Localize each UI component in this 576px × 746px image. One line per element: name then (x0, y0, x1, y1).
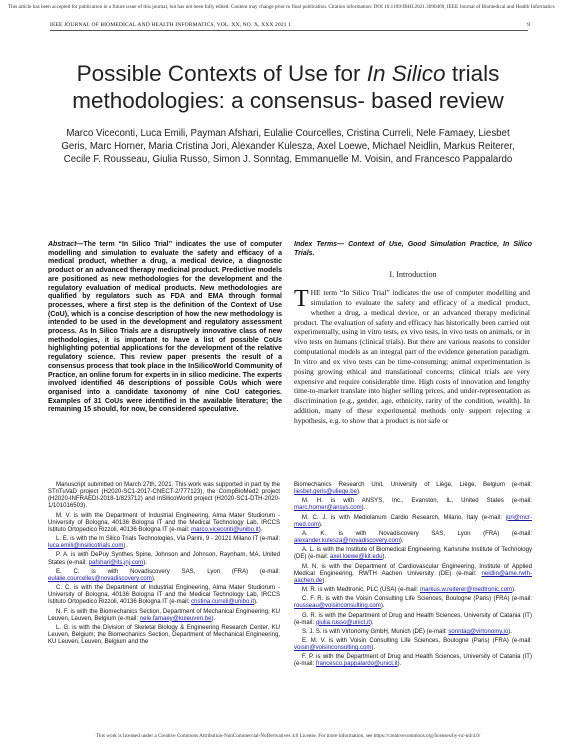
email-link[interactable]: neidlin@ame.rwth-aachen.de (294, 570, 532, 584)
email-link[interactable]: pafshari@its.jnj.com (88, 559, 144, 566)
running-header (50, 22, 530, 28)
abstract (48, 241, 282, 415)
introduction-text (294, 288, 530, 426)
email-link[interactable]: nele.famaey@kuleuven.be (139, 615, 212, 622)
footnote: M. H. is with ANSYS, Inc., Evanston, IL, United States (e-mail: marc.horner@ansys.com). (294, 498, 532, 512)
email-link[interactable]: francesco.pappalardo@unict.it (315, 661, 398, 668)
email-link[interactable]: voisin@voisinconsulting.com (294, 645, 372, 652)
email-link[interactable]: marc.horner@ansys.com (294, 505, 362, 512)
email-link[interactable]: jori@mcr-med.com (294, 514, 532, 528)
email-link[interactable]: markus.w.reiterer@medtronic.com (419, 587, 513, 594)
footnote: Manuscript submitted on March 27th, 2021. This work was supported in part by the STriTuVaD project (H2020-SC1-2017-CNECT-2/777123), the CompBioMed2 project (H2020-INFRAEDI-2018-1/823712) and InSilicoWorld project (H2020-SC1-DTH-2020-1/101016503). (48, 482, 280, 510)
email-link[interactable]: cristina.curreli@unibo.it (191, 599, 255, 606)
footnote: P. A. is with DePuy Synthes Spine, Johnson and Johnson, Raynham, MA, United States (e-mail: pafshari@its.jnj.com). (48, 552, 280, 566)
abstract-text: —The term “In Silico Trial” indicates the use of computer modelling and simulation to evaluate the safety and efficacy of a medical product, whether a drug, a medical device, a diagnostic product or an advanced therapy medicinal product. Predictive models are positioned as new methodologies for the development and the regulatory evaluation of medical products. New methodologies are qualified by regulators such as FDA and EMA through formal processes, where a first step is the definition of the Context of Use (CoU), which is a concise description of how the new methodology is intended to be used in the development and regulatory assessment process. As In Silico Trials are a disruptively innovative class of new methodologies, it is important to have a list of possible CoUs highlighting potential applications for the development of the relative regulatory science. This review paper presents the result of a consensus process that took place in the InSilicoWorld Community of Practice, an online forum for experts in in silico medicine. The experts involved identified 46 descriptions of possible CoUs which were organised into a candidate taxonomy of nine CoU categories. Examples of 31 CoUs were identified in the available literature; the remaining 15 should, for now, be considered speculative. (48, 241, 282, 414)
footnotes-left (48, 482, 280, 648)
email-link[interactable]: luca.emili@insilicotrials.com (48, 543, 124, 550)
footnote: A. K. is with Novadiscovery SAS, Lyon (FRA) (e-mail: alexander.kulesza@novadiscovery.com). (294, 530, 532, 545)
footnotes-right (294, 482, 532, 671)
footnote: M. V. is with the Department of Industrial Engineering, Alma Mater Studiorum - University of Bologna, 40136 Bologna IT and the Medical Technology Lab, IRCCS Istituto Ortopedico Rizzoli, 40136 Bologna IT (e-mail: marco.viceconti@unibo.it). (48, 512, 280, 533)
footnote: M. N. is with the Department of Cardiovascular Engineering, Institute of Applied Medical Engineering, RWTH Aachen University (DE) (e-mail: neidlin@ame.rwth-aachen.de). (294, 563, 532, 584)
footnote: F. P. is with the Department of Drug and Health Sciences, University of Catania (IT) (e-mail: francesco.pappalardo@unict.it). (294, 654, 532, 668)
journal-header: IEEE JOURNAL OF BIOMEDICAL AND HEALTH INFORMATICS, VOL. XX, NO. X, XXX 2021 1 (50, 22, 291, 28)
email-link[interactable]: eulalie.courcelles@novadiscovery.com (48, 575, 152, 582)
footnote: E. C. is with Novadiscovery SAS, Lyon (FRA) (e-mail: eulalie.courcelles@novadiscovery.com). (48, 568, 280, 582)
footnote: L. E. is with the In Silico Trials Technologies, Via Parini, 9 - 20121 Milano IT (e-mail: luca.emili@insilicotrials.com). (48, 536, 280, 550)
license-footer: This work is licensed under a Creative Commons Attribution-NonCommercial-NoDerivatives 4.0 License. For more information, see https://creativecommons.org/licenses/by-nc-nd/4.0/ (95, 733, 481, 739)
footnote: M. C. J. is with Mediolanum Cardio Research, Milano, Italy (e-mail: jori@mcr-med.com). (294, 514, 532, 528)
paper-title (40, 60, 536, 114)
header-rule (50, 30, 528, 31)
email-link[interactable]: alexander.kulesza@novadiscovery.com (294, 538, 400, 545)
footnote: Biomechanics Research Unit, University of Liège, Liège, Belgium (e-mail: liesbet.geris@uliege.be). (294, 482, 532, 496)
index-terms: Index Terms— Context of Use, Good Simulation Practice, In Silico Trials. (294, 241, 532, 257)
intro-smallcaps: HE (310, 288, 321, 297)
footnote: L. G. is with the Division of Skeletal Biology & Engineering Research Center, KU Leuven, Belgium; the Biomechanics Section, Department of Mechanical Engineering, KU Leuven, Leuven, Belgium and the (48, 624, 280, 646)
footnote: N. F. is with the Biomechanics Section, Department of Mechanical Engineering, KU Leuven, Leuven, Belgium (e-mail: nele.famaey@kuleuven.be). (48, 608, 280, 622)
abstract-lead: Abstract (48, 241, 77, 248)
footnote: C. C. is with the Department of Industrial Engineering, Alma Mater Studiorum - University of Bologna, 40136 Bologna IT and the Medical Technology Lab, IRCCS Istituto Ortopedico Rizzoli, 40136 Bologna IT (e-mail: cristina.curreli@unibo.it). (48, 585, 280, 606)
footnote: C. F. R. is with the Voisin Consulting Life Sciences, Boulogne (Paris) (FRA) (e-mail: rousseau@voisinconsulting.com). (294, 596, 532, 610)
footnote: A. L. is with the Institute of Biomedical Engineering, Karlsruhe Institute of Technology (DE) (e-mail: axel.loewe@kit.edu). (294, 547, 532, 561)
drop-cap: T (294, 286, 309, 312)
title-italic: In Silico (366, 61, 446, 86)
email-link[interactable]: giulia.russo@unict.it (315, 619, 371, 626)
footnote: S. J. S. is with Virtonomy GmbH, Munich (DE) (e-mail: sonntag@virtonomy.io). (302, 628, 512, 635)
footnote: G. R. is with the Department of Drug and Health Sciences, University of Catania (IT) (e-mail: giulia.russo@unict.it). (294, 612, 532, 626)
footnote: M. R. is with Medtronic, PLC (USA) (e-mail: markus.w.reiterer@medtronic.com). (302, 587, 516, 594)
title-part-1: Possible Contexts of Use for (76, 61, 367, 86)
page-number: 9 (527, 22, 530, 28)
email-link[interactable]: marco.viceconti@unibo.it (191, 526, 259, 533)
section-heading: I. Introduction (389, 270, 437, 279)
email-link[interactable]: liesbet.geris@uliege.be (294, 489, 357, 496)
footnote: E. M. V. is with Voisin Consulting Life Sciences, Boulogne (Paris) (FRA) (e-mail: voisin@voisinconsulting.com). (294, 637, 532, 652)
email-link[interactable]: rousseau@voisinconsulting.com (294, 603, 381, 610)
email-link[interactable]: sonntag@virtonomy.io (448, 628, 509, 635)
title-part-2: trials methodologies: a consensus- based review (72, 61, 504, 113)
email-link[interactable]: axel.loewe@kit.edu (329, 554, 383, 561)
intro-body: term “In Silico Trial” indicates the use of computer modelling and simulation to evaluate the safety and efficacy of a medical product, whether a drug, a medical device, or an advanced therapy medicinal product. The evaluation of safety and efficacy has historically been carried out experimentally, using in vitro tests, ex vivo tests, in vivo tests on animals, or in vivo tests on humans (clinical trials). But there are various reasons to consider computational models as an integral part of the evidence generation paradigm. In vitro and ex vivo tests can be time-consuming; animal experimentation is posing growing ethical and translational concerns; clinical trials are very expensive and require considerable time. High costs of innovation and lengthy time-to-market translate into higher selling prices, and under-representation as discrimination (e.g., gender, age, ethnicity, rarity of the condition, wealth). In addition, many of these experimental methods only support rejecting a hypothesis, e.g. to show that a product is not safe or (294, 288, 530, 425)
publication-notice: This article has been accepted for publication in a future issue of this journal, but has not been fully edited. Content may change prior to final publication. Citation information: DOI 10.1109/JBHI.2021.3090469, IEEE Journal of Biomedical and Health Informatics (8, 4, 555, 10)
author-list: Marco Viceconti, Luca Emili, Payman Afshari, Eulalie Courcelles, Cristina Curreli, Nele Famaey, Liesbet Geris, Marc Horner, Maria Cristina Jori, Alexander Kulesza, Axel Loewe, Michael Neidlin, Markus Reiterer, Cecile F. Rousseau, Giulia Russo, Simon J. Sonntag, Emmanuelle M. Voisin, and Francesco Pappalardo (61, 128, 515, 166)
